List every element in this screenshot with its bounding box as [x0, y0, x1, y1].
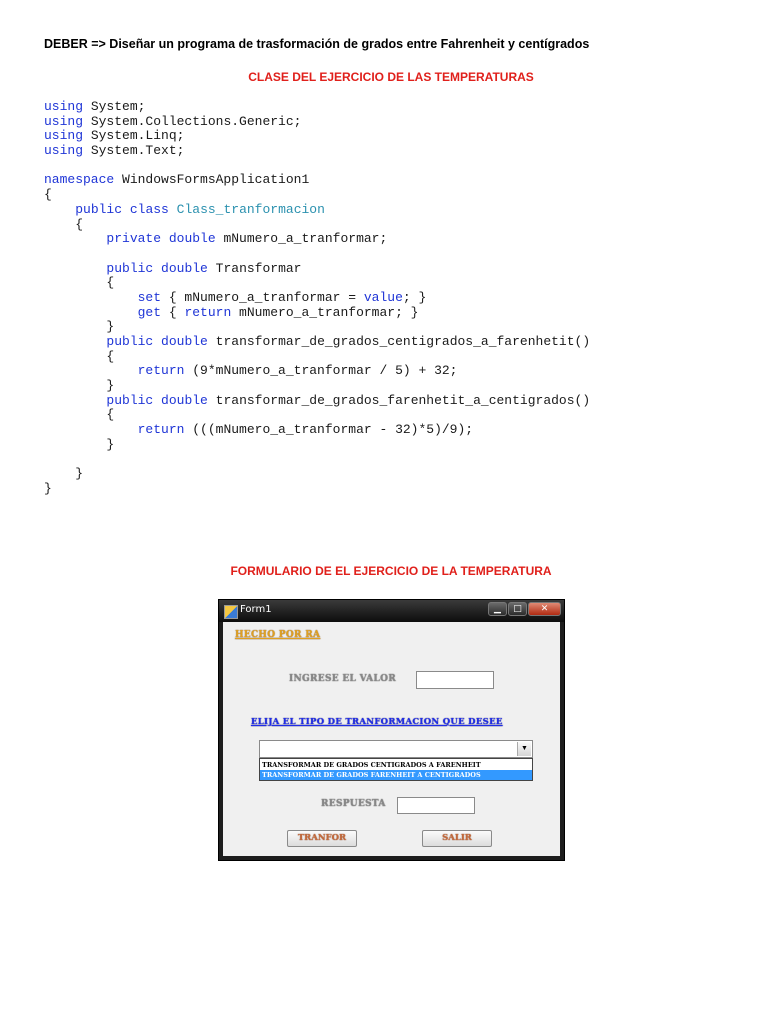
respuesta-label: RESPUESTA — [321, 799, 386, 809]
code-line — [44, 203, 590, 218]
code-text: { — [44, 407, 115, 423]
close-button[interactable]: ✕ — [528, 602, 561, 616]
code-text: mNumero_a_tranformar; } — [231, 304, 419, 320]
hecho-por-label: HECHO POR RA — [235, 630, 321, 640]
code-text: } — [44, 378, 115, 394]
code-line — [44, 159, 590, 174]
code-text: ; } — [402, 289, 427, 305]
code-keyword: public — [106, 392, 154, 408]
code-text: } — [44, 480, 52, 496]
code-keyword: using — [44, 143, 84, 159]
code-line — [44, 453, 590, 468]
code-text: (9*mNumero_a_tranformar / 5) + 32; — [184, 363, 458, 379]
salir-button[interactable]: SALIR — [422, 830, 492, 847]
code-text: } — [44, 466, 84, 482]
code-text — [44, 290, 138, 305]
minimize-button[interactable]: ▁ — [488, 602, 507, 616]
code-line — [44, 423, 590, 438]
code-keyword: using — [44, 99, 84, 114]
code-line — [44, 247, 590, 262]
code-line — [44, 394, 590, 409]
code-line — [44, 100, 590, 115]
elija-tipo-label: ELIJA EL TIPO DE TRANFORMACION QUE DESEE — [251, 717, 503, 727]
code-text — [169, 202, 177, 217]
form-client-area — [223, 622, 560, 856]
code-keyword: return — [137, 422, 185, 438]
maximize-button[interactable]: □ — [508, 602, 527, 616]
tranfor-button[interactable]: TRANFOR — [287, 830, 357, 847]
document-heading: DEBER => Diseñar un programa de trasformación de grados entre Fahrenheit y centígrados — [44, 37, 590, 51]
code-keyword: class — [129, 201, 169, 217]
code-line — [44, 379, 590, 394]
code-line — [44, 320, 590, 335]
code-keyword: public — [75, 201, 123, 217]
code-line — [44, 364, 590, 379]
code-keyword: double — [161, 334, 208, 349]
code-line — [44, 467, 590, 482]
window-titlebar[interactable] — [219, 600, 564, 622]
code-text: { — [44, 187, 52, 203]
code-line — [44, 173, 590, 188]
code-line — [44, 350, 590, 365]
code-keyword: double — [161, 260, 208, 276]
option-c-to-f[interactable]: TRANSFORMAR DE GRADOS CENTIGRADOS A FARENHEIT — [262, 761, 481, 769]
code-keyword: public — [106, 334, 154, 349]
code-text — [44, 334, 106, 349]
app-icon — [224, 605, 238, 619]
code-text — [153, 334, 161, 349]
form1-window — [218, 599, 565, 861]
code-text: System; — [83, 99, 146, 114]
code-keyword: set — [137, 289, 162, 305]
form-section-title: FORMULARIO DE EL EJERCICIO DE LA TEMPERATURA — [230, 564, 552, 578]
code-keyword: return — [184, 304, 232, 320]
code-line — [44, 262, 590, 277]
code-text: { — [44, 348, 115, 364]
code-line — [44, 144, 590, 159]
code-line — [44, 188, 590, 203]
conversion-dropdown-list — [259, 758, 533, 781]
code-keyword: return — [137, 363, 185, 379]
code-text: Transformar — [207, 260, 302, 276]
code-line — [44, 482, 590, 497]
code-text — [44, 231, 106, 246]
code-text: System.Collections.Generic; — [83, 113, 302, 129]
code-type-name: Class_tranformacion — [176, 201, 325, 217]
code-text: System.Linq; — [83, 128, 185, 144]
code-text: (((mNumero_a_tranformar - 32)*5)/9); — [184, 422, 474, 438]
code-keyword: using — [44, 128, 84, 144]
code-keyword: public — [106, 260, 154, 276]
code-text — [44, 202, 75, 217]
code-block — [44, 100, 590, 497]
code-keyword: using — [44, 113, 84, 129]
code-line — [44, 276, 590, 291]
code-line — [44, 291, 590, 306]
code-text: mNumero_a_tranformar; — [215, 231, 388, 247]
conversion-type-combobox[interactable] — [259, 740, 533, 758]
code-line — [44, 335, 590, 350]
code-text: { — [44, 216, 84, 232]
code-text — [153, 393, 161, 408]
ingrese-valor-label: INGRESE EL VALOR — [289, 674, 396, 684]
code-text — [161, 231, 169, 246]
code-text — [44, 363, 138, 378]
code-keyword: namespace — [44, 172, 115, 188]
code-keyword: private — [106, 231, 162, 247]
code-text — [122, 202, 130, 217]
code-line — [44, 306, 590, 321]
window-title: Form1 — [240, 604, 272, 615]
code-line — [44, 129, 590, 144]
code-text — [44, 393, 106, 408]
code-line — [44, 218, 590, 233]
option-f-to-c[interactable]: TRANSFORMAR DE GRADOS FARENHEIT A CENTIGRADOS — [260, 770, 532, 780]
code-text: transformar_de_grados_centigrados_a_farenhetit() — [207, 334, 591, 349]
code-text: WindowsFormsApplication1 — [114, 172, 310, 188]
code-text: } — [44, 436, 115, 452]
code-text — [44, 422, 138, 437]
code-line — [44, 232, 590, 247]
code-line — [44, 408, 590, 423]
code-text: { mNumero_a_tranformar = — [161, 289, 364, 305]
code-text — [44, 305, 138, 320]
code-keyword: value — [363, 289, 403, 305]
code-text: transformar_de_grados_farenhetit_a_centigrados() — [207, 392, 591, 408]
valor-input[interactable] — [416, 671, 494, 689]
code-line — [44, 115, 590, 130]
code-text: { — [161, 304, 185, 320]
respuesta-input[interactable] — [397, 797, 475, 814]
class-section-title: CLASE DEL EJERCICIO DE LAS TEMPERATURAS — [248, 70, 534, 84]
code-line — [44, 438, 590, 453]
code-keyword: double — [161, 392, 208, 408]
code-text: { — [44, 275, 115, 291]
code-keyword: double — [168, 231, 216, 247]
code-text — [153, 261, 161, 276]
code-text: } — [44, 319, 115, 335]
code-text: System.Text; — [83, 143, 185, 159]
code-keyword: get — [137, 304, 162, 320]
code-text — [44, 261, 106, 276]
chevron-down-icon[interactable]: ▼ — [517, 742, 531, 756]
